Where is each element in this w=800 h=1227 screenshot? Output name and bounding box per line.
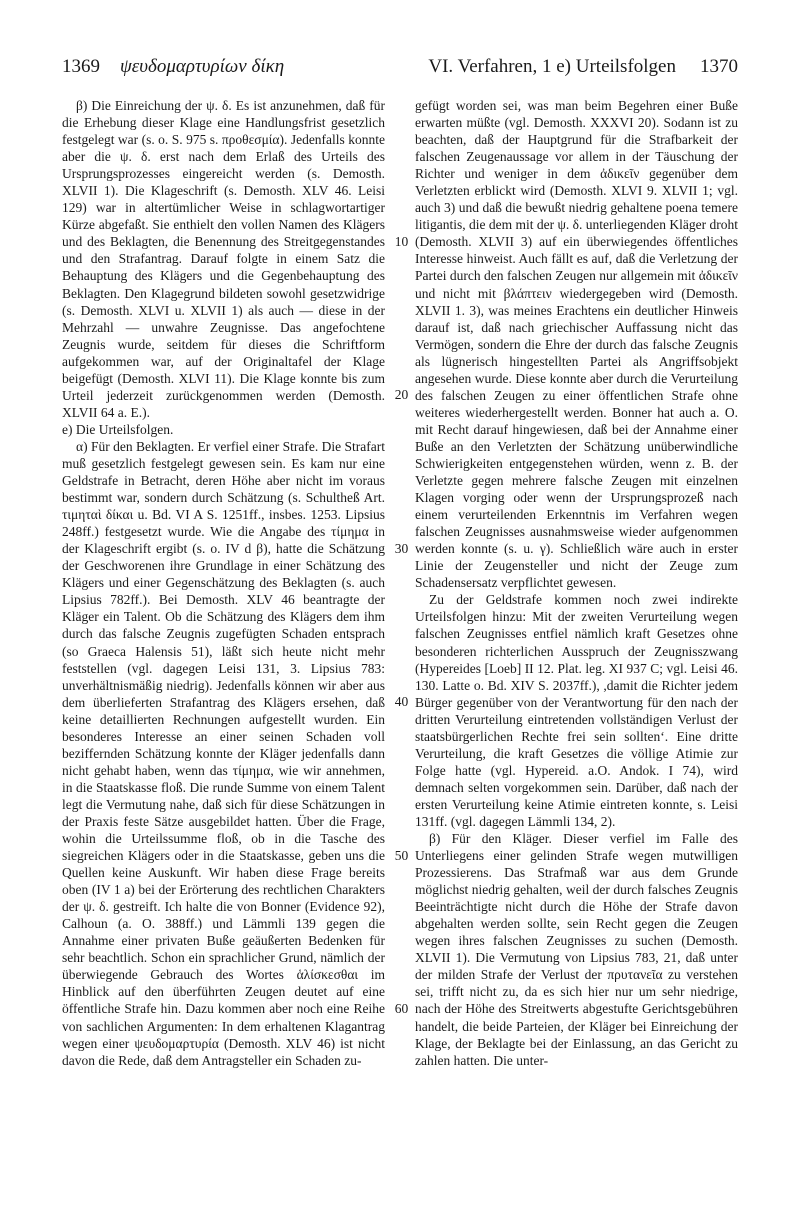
section-heading-urteilsfolgen: e) Die Urteilsfolgen. xyxy=(62,421,174,437)
line-number: 40 xyxy=(394,694,409,709)
page-number-left: 1369 xyxy=(62,56,100,77)
line-number: 60 xyxy=(394,1001,409,1016)
header-title-left: ψευδομαρτυρίων δίκη xyxy=(120,56,285,77)
line-number: 30 xyxy=(394,541,409,556)
header-title-right: VI. Verfahren, 1 e) Urteilsfolgen xyxy=(428,56,676,77)
paragraph-beklagten: α) Für den Beklagten. Er verfiel einer Strafe. Die Strafart muß gesetzlich festgelegt gewesen sein. Es kam nur eine Geldstrafe in Betracht, deren Höhe aber nicht im voraus bestimmt war, sondern durch Schätzung (s. Schultheß Art. τιμηταὶ δίκαι u. Bd. VI A S. 1251ff., insbes. 1253. Lipsius 248ff.) festgesetzt wurde. Wie die Angabe des τίμημα in der Klageschrift ergibt (s. o. IV d β), hatte die Schätzung der Geschworenen ihre Grundlage in einer Schätzung des Klägers und einer Gegenschätzung des Beklagten (s. auch Lipsius 782ff.). Bei Demosth. XLV 46 beantragte der Kläger ein Talent. Ob die Schätzung des Klägers dem ihm durch das falsche Zeugnis zugefügten Schaden entsprach (so Graeca Halensis 51), läßt sich heute nicht mehr feststellen (vgl. dagegen Leisi 131, 3. Lipsius 783: unverhältnismäßig niedrig). Jedenfalls können wir aber aus dem überlieferten Strafantrag des Klägers ersehen, daß keine detaillierten Rechnungen aufgestellt wurden. Ein besonderes Interesse an einer seinen Schaden voll beziffernden Schätzung konnte der Kläger jedenfalls dann nicht gehabt haben, wenn das τίμημα, wie wir annehmen, in die Staatskasse floß. Die runde Summe von einem Talent legt die Vermutung nahe, daß sich für diese Schätzungen in der Praxis feste Sätze ausgebildet hatten. Über die Frage, wohin die Urteilssumme floß, ob in die Tasche des siegreichen Klägers oder in die Staatskasse, geben uns die Quellen keine Auskunft. Wir haben diese Frage bereits oben (IV 1 a) bei der Erörterung des rechtlichen Charakters der ψ. δ. gestreift. Ich halte die von Bonner (Evidence 92), Calhoun (a. O. 388ff.) und Lämmli 139 gegen die Annahme einer privaten Buße geäußerten Bedenken für sehr beachtlich. Schon ein sprachlicher Grund, nämlich der überwiegende Gebrauch des Wortes ἁλίσκεσθαι im Hinblick auf den überführten Zeugen deutet auf eine öffentliche Strafe hin. Dazu kommen aber noch eine Reihe von sachlichen Argumenten: In dem erhaltenen Klagantrag wegen einer ψευδομαρτυρία (Demosth. XLV 46) ist nicht davon die Rede, daß dem Antragsteller ein Schaden zu- xyxy=(62,438,385,1068)
line-number: 20 xyxy=(394,387,409,402)
paragraph-klaeger: β) Für den Kläger. Dieser verfiel im Falle des Unterliegens einer gelinden Strafe wegen mutwilligen Prozessierens. Das Strafmaß war aus dem Grunde möglichst niedrig gehalten, weil der durch falsches Zeugnis Beeinträchtigte nicht durch die Höhe der Strafe davon abgehalten werden sollte, sein Recht gegen die Zeugen wegen ihres falschen Zeugnisses zu suchen (Demosth. XLVII 1). Die Vermutung von Lipsius 783, 21, daß unter der milden Strafe der Verlust der πρυτανεῖα zu verstehen sei, trifft nicht zu, da es sich hier nur um sehr niedrige, nach der Höhe des Streitwerts abgestufte Gerichtsgebühren handelt, die beide Parteien, der Kläger bei Einreichung der Klage, der Beklagte bei der Einlassung, an das Gericht zu zahlen hatten. Die unter- xyxy=(415,831,738,1068)
paragraph-geldstrafe: Zu der Geldstrafe kommen noch zwei indirekte Urteilsfolgen hinzu: Mit der zweiten Verurteilung wegen falschen Zeugnisses entfiel nämlich kraft Gesetzes ohne besonderen richterlichen Ausspruch der Zeugnisszwang (Hypereides [Loeb] II 12. Plat. leg. XI 937 C; vgl. Leisi 46. 130. Latte o. Bd. XIV S. 2037ff.), ,damit die Richter jedem Bürger gegenüber von der Verantwortung für den nach der dritten Verurteilung eintretenden vollständigen Verlust der staatsbürgerlichen Rechte frei sein sollten‘. Eine dritte Verurteilung, die kraft Gesetzes die völlige Atimie zur Folge hatte (vgl. Hypereid. a.O. Andok. I 74), wird demnach selten vorgekommen sein. Darüber, daß nach der ersten Verurteilung keine Atimie eintreten konnte, s. Leisi 131ff. (vgl. dagegen Lämmli 134, 2). xyxy=(415,592,738,829)
line-number: 50 xyxy=(394,848,409,863)
line-number: 10 xyxy=(394,234,409,249)
paragraph-einreichung: β) Die Einreichung der ψ. δ. Es ist anzunehmen, daß für die Erhebung dieser Klage eine Handlungsfrist gesetzlich festgelegt war (s. o. S. 975 s. προθεσμία). Jedenfalls konnte aber die ψ. δ. erst nach dem Erlaß des Urteils des Ursprungsprozesses eingereicht werden (s. Demosth. XLVII 1). Die Klageschrift (s. Demosth. XLV 46. Leisi 129) war in altertümlicher Weise in schlagwortartiger Kürze abgefaßt. Sie enthielt den vollen Namen des Klägers und des Beklagten, die Benennung des Streitgegenstandes und den Strafantrag. Darauf folgte in einem Satz die Behauptung des Klägers und die Gegenbehauptung des Beklagten. Den Klagegrund bildeten sowohl gesetzwidrige (s. Demosth. XLVI u. XLVII 1) als auch — diese in der Mehrzahl — unwahre Zeugnisse. Das angefochtene Zeugnis wurde, seitdem für dieses die Schriftform aufgekommen war, auf der Originaltafel der Klage beigefügt (Demosth. XLVI 11). Die Klage konnte bis zum Urteil jederzeit zurückgenommen werden (Demosth. XLVII 64 a. E.). xyxy=(62,98,385,420)
page-number-right: 1370 xyxy=(700,56,738,77)
left-column xyxy=(62,97,385,1069)
right-column xyxy=(415,97,738,1069)
running-header xyxy=(62,56,738,86)
paragraph-continuation: gefügt worden sei, was man beim Begehren einer Buße erwarten müßte (vgl. Demosth. XXXVI 20). Sodann ist zu beachten, daß der Hauptgrund für die Strafbarkeit der falschen Zeugenaussage vor allem in der Täuschung der Richter und weniger in dem ἀδικεῖν gegenüber dem Verletzten erblickt wird (Demosth. XLVI 9. XLVII 1; vgl. auch 3) und daß die bewußt niedrig gehaltene poena temere litigantis, die dem mit der ψ. δ. unterliegenden Kläger droht (Demosth. XLVII 3) auf ein überwiegendes öffentliches Interesse hinweist. Auch fällt es auf, daß die Verletzung der Partei durch den falschen Zeugen nur allgemein mit ἀδικεῖν und nicht mit βλάπτειν wiedergegeben wird (Demosth. XLVII 1. 3), was meines Erachtens ein deutlicher Hinweis darauf ist, daß nach griechischer Auffassung nicht das Vermögen, sondern die Ehre der durch das falsche Zeugnis als lügnerisch hingestellten Partei als Angriffsobjekt angesehen wurde. Diese konnte aber durch die Verurteilung des falschen Zeugen zu einer öffentlichen Strafe ohne weiteres wiederhergestellt werden. Bonner hat auch a. O. mit Recht darauf hingewiesen, daß bei der Annahme einer Buße an den Verletzten der Schätzung unüberwindliche Schwierigkeiten entgegenstehen würden, wenn z. B. der Verletzte gegen mehrere falsche Zeugen mit einzelnen Klagen vorging oder wenn der Ursprungsprozeß nach einem verurteilenden Erkenntnis im Verfahren wegen falschen Zeugnisses ausnahmsweise wieder aufgenommen werden konnte (s. u. γ). Schließlich wäre auch in erster Linie der Zeugensteller und nicht der Zeuge zum Schadensersatz verpflichtet gewesen. xyxy=(415,98,738,591)
